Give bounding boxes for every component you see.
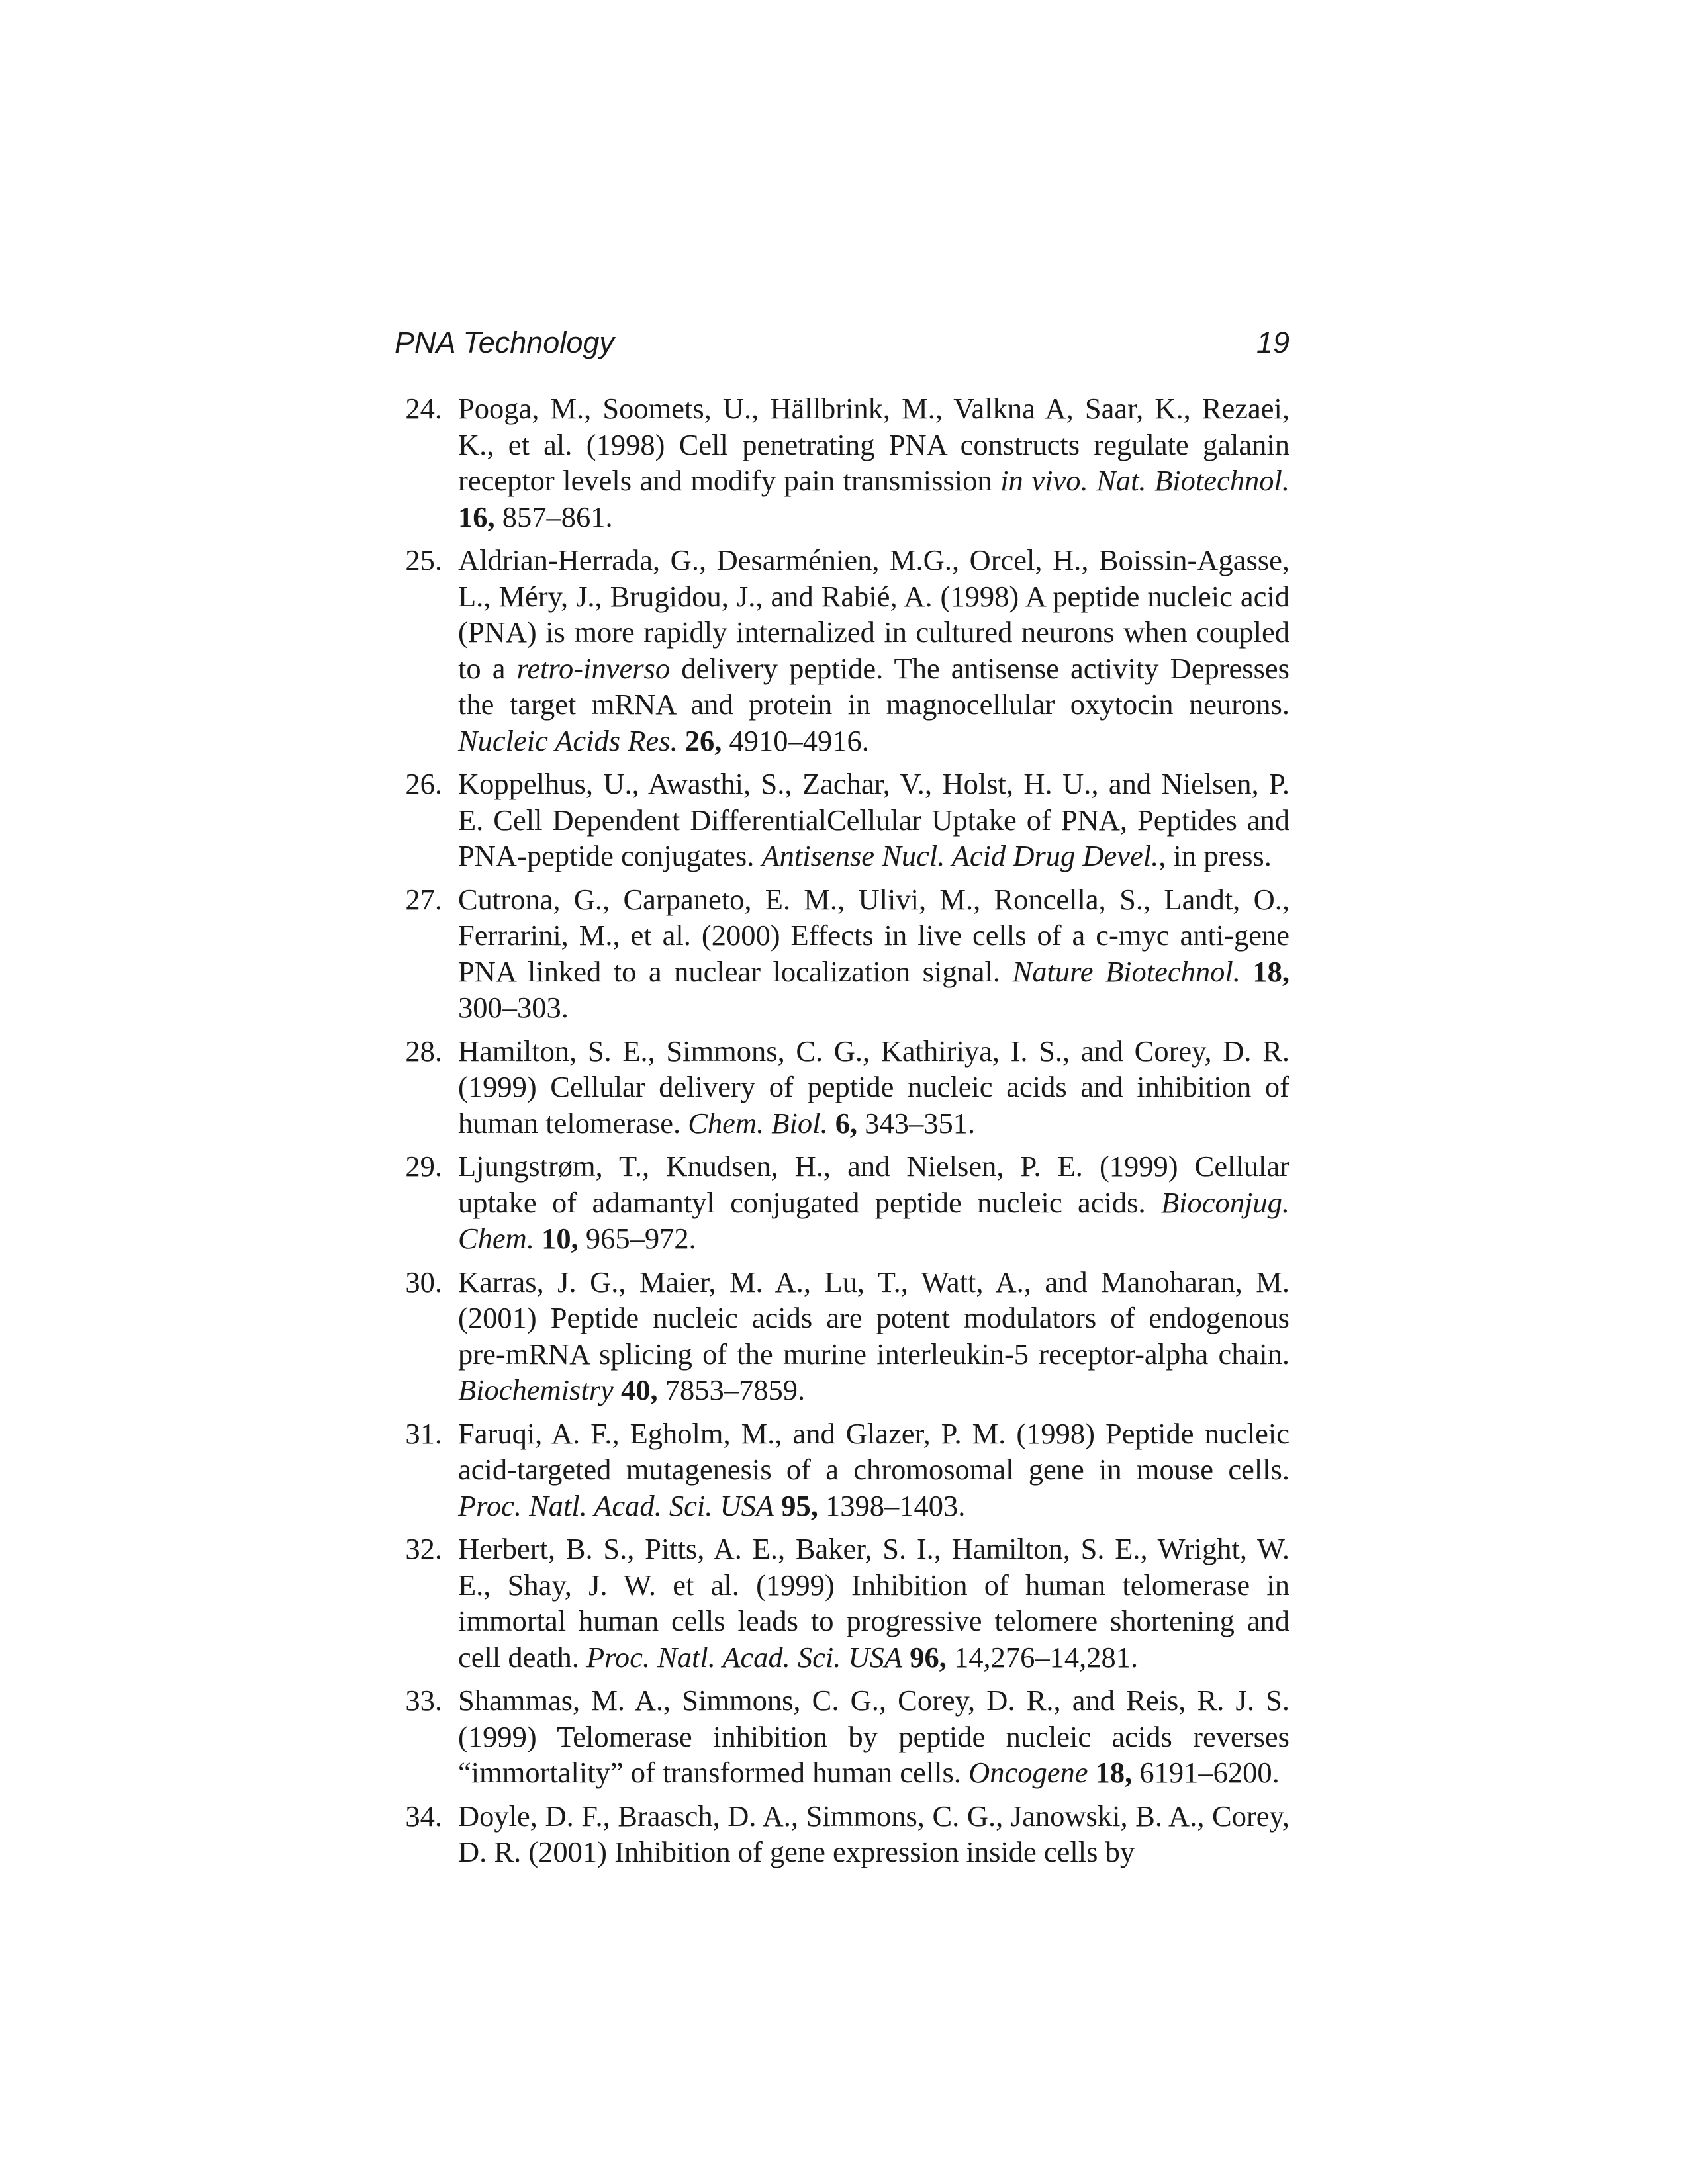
reference-25 [395, 542, 1289, 758]
reference-volume: 26, [684, 723, 722, 757]
reference-pages: 6191–6200. [1139, 1756, 1280, 1789]
reference-emphasis: in vivo. [1000, 464, 1088, 497]
reference-number: 26. [405, 767, 442, 800]
reference-journal: Nucleic Acids Res. [458, 723, 678, 757]
reference-citation: Hamilton, S. E., Simmons, C. G., Kathiriya, I. S., and Corey, D. R. (1999) Cellular delivery of peptide nucleic acids and inhibition of human telomerase. [458, 1034, 1289, 1140]
reference-journal: Bioconjug. Chem. [458, 1185, 1290, 1255]
reference-volume: 10, [541, 1222, 579, 1255]
reference-pages: 14,276–14,281. [953, 1640, 1139, 1674]
reference-text [458, 882, 1289, 1026]
reference-volume: 18, [1252, 954, 1290, 988]
reference-emphasis: retro-inverso [516, 651, 671, 685]
reference-pages: 300–303. [458, 991, 569, 1024]
reference-text [458, 1531, 1289, 1675]
page-number: 19 [1256, 326, 1289, 359]
reference-citation: Faruqi, A. F., Egholm, M., and Glazer, P. M. (1998) Peptide nucleic acid-targeted mutagenesis of a chromosomal gene in mouse cells. [458, 1416, 1289, 1486]
running-head [395, 322, 1289, 364]
reference-number: 24. [405, 392, 442, 425]
reference-journal: Nat. Biotechnol. [1096, 464, 1290, 497]
reference-status: , in press. [1158, 839, 1272, 872]
reference-number: 30. [405, 1265, 442, 1298]
reference-volume: 96, [910, 1640, 947, 1674]
reference-pages: 343–351. [865, 1106, 976, 1140]
reference-number: 32. [405, 1532, 442, 1565]
reference-number: 29. [405, 1150, 442, 1183]
reference-volume: 95, [781, 1488, 818, 1522]
reference-citation: Cutrona, G., Carpaneto, E. M., Ulivi, M., Roncella, S., Landt, O., Ferrarini, M., et al. (2000) Effects in live cells of a c-myc anti-gene PNA linked to a nuclear localization signal. [458, 882, 1289, 988]
reference-citation: Herbert, B. S., Pitts, A. E., Baker, S. I., Hamilton, S. E., Wright, W. E., Shay, J. W. et al. (1999) Inhibition of human telomerase in immortal human cells leads to progressive telomere shortening and cell death. [458, 1532, 1289, 1674]
reference-pages: 1398–1403. [825, 1488, 966, 1522]
reference-journal: Nature Biotechnol. [1012, 954, 1241, 988]
reference-text [458, 766, 1289, 874]
reference-33 [395, 1682, 1289, 1791]
reference-journal: Antisense Nucl. Acid Drug Devel. [761, 839, 1159, 872]
reference-citation: Pooga, M., Soomets, U., Hällbrink, M., Valkna A, Saar, K., Rezaei, K., et al. (1998) Cell penetrating PNA constructs regulate galanin receptor levels and modify pain transmission [458, 392, 1289, 497]
reference-volume: 18, [1095, 1756, 1133, 1789]
reference-pages: 965–972. [585, 1222, 696, 1255]
reference-citation: Koppelhus, U., Awasthi, S., Zachar, V., Holst, H. U., and Nielsen, P. E. Cell Dependent DifferentialCellular Uptake of PNA, Peptides and PNA-peptide conjugates. [458, 767, 1289, 872]
reference-number: 27. [405, 882, 442, 916]
reference-journal: Chem. Biol. [688, 1106, 828, 1140]
reference-citation: Karras, J. G., Maier, M. A., Lu, T., Watt, A., and Manoharan, M. (2001) Peptide nucleic acids are potent modulators of endogenous pre-mRNA splicing of the murine interleukin-5 receptor-alpha chain. [458, 1265, 1289, 1371]
reference-citation: Aldrian-Herrada, G., Desarménien, M.G., Orcel, H., Boissin-Agasse, L., Méry, J., Brugidou, J., and Rabié, A. (1998) A peptide nucleic acid (PNA) is more rapidly internalized in cultured neurons when coupled to a [458, 543, 1289, 685]
reference-journal: Proc. Natl. Acad. Sci. USA [458, 1488, 774, 1522]
reference-citation: Doyle, D. F., Braasch, D. A., Simmons, C. G., Janowski, B. A., Corey, D. R. (2001) Inhibition of gene expression inside cells by [458, 1799, 1289, 1868]
reference-number: 33. [405, 1684, 442, 1717]
reference-31 [395, 1416, 1289, 1524]
reference-pages: 857–861. [502, 500, 613, 533]
reference-text [458, 1416, 1289, 1524]
reference-volume: 6, [835, 1106, 858, 1140]
reference-pages: 4910–4916. [729, 723, 869, 757]
reference-24 [395, 390, 1289, 535]
reference-text [458, 1682, 1289, 1791]
reference-journal: Biochemistry [458, 1373, 614, 1406]
reference-text [458, 390, 1289, 535]
reference-journal: Oncogene [968, 1756, 1088, 1789]
reference-list [395, 390, 1289, 1878]
reference-journal: Proc. Natl. Acad. Sci. USA [586, 1640, 903, 1674]
reference-citation: Shammas, M. A., Simmons, C. G., Corey, D. R., and Reis, R. J. S. (1999) Telomerase inhibition by peptide nucleic acids reverses “immortality” of transformed human cells. [458, 1684, 1289, 1789]
reference-pages: 7853–7859. [665, 1373, 806, 1406]
reference-gap [1088, 464, 1097, 497]
reference-text [458, 1148, 1289, 1257]
reference-34 [395, 1798, 1289, 1870]
reference-number: 34. [405, 1799, 442, 1833]
reference-volume: 40, [620, 1373, 658, 1406]
reference-volume: 16, [458, 500, 495, 533]
reference-text [458, 1033, 1289, 1142]
reference-32 [395, 1531, 1289, 1675]
reference-citation: Ljungstrøm, T., Knudsen, H., and Nielsen, P. E. (1999) Cellular uptake of adamantyl conjugated peptide nucleic acids. [458, 1150, 1289, 1219]
reference-number: 25. [405, 543, 442, 576]
reference-number: 28. [405, 1034, 442, 1068]
reference-30 [395, 1264, 1289, 1408]
running-head-title: PNA Technology [395, 326, 614, 359]
reference-text [458, 1264, 1289, 1408]
reference-text [458, 542, 1289, 758]
reference-citation-tail: delivery peptide. The antisense activity Depresses the target mRNA and protein in magnocellular oxytocin neurons. [458, 651, 1289, 721]
reference-text [458, 1798, 1289, 1870]
reference-26 [395, 766, 1289, 874]
reference-number: 31. [405, 1416, 442, 1450]
reference-28 [395, 1033, 1289, 1142]
reference-27 [395, 882, 1289, 1026]
reference-29 [395, 1148, 1289, 1257]
